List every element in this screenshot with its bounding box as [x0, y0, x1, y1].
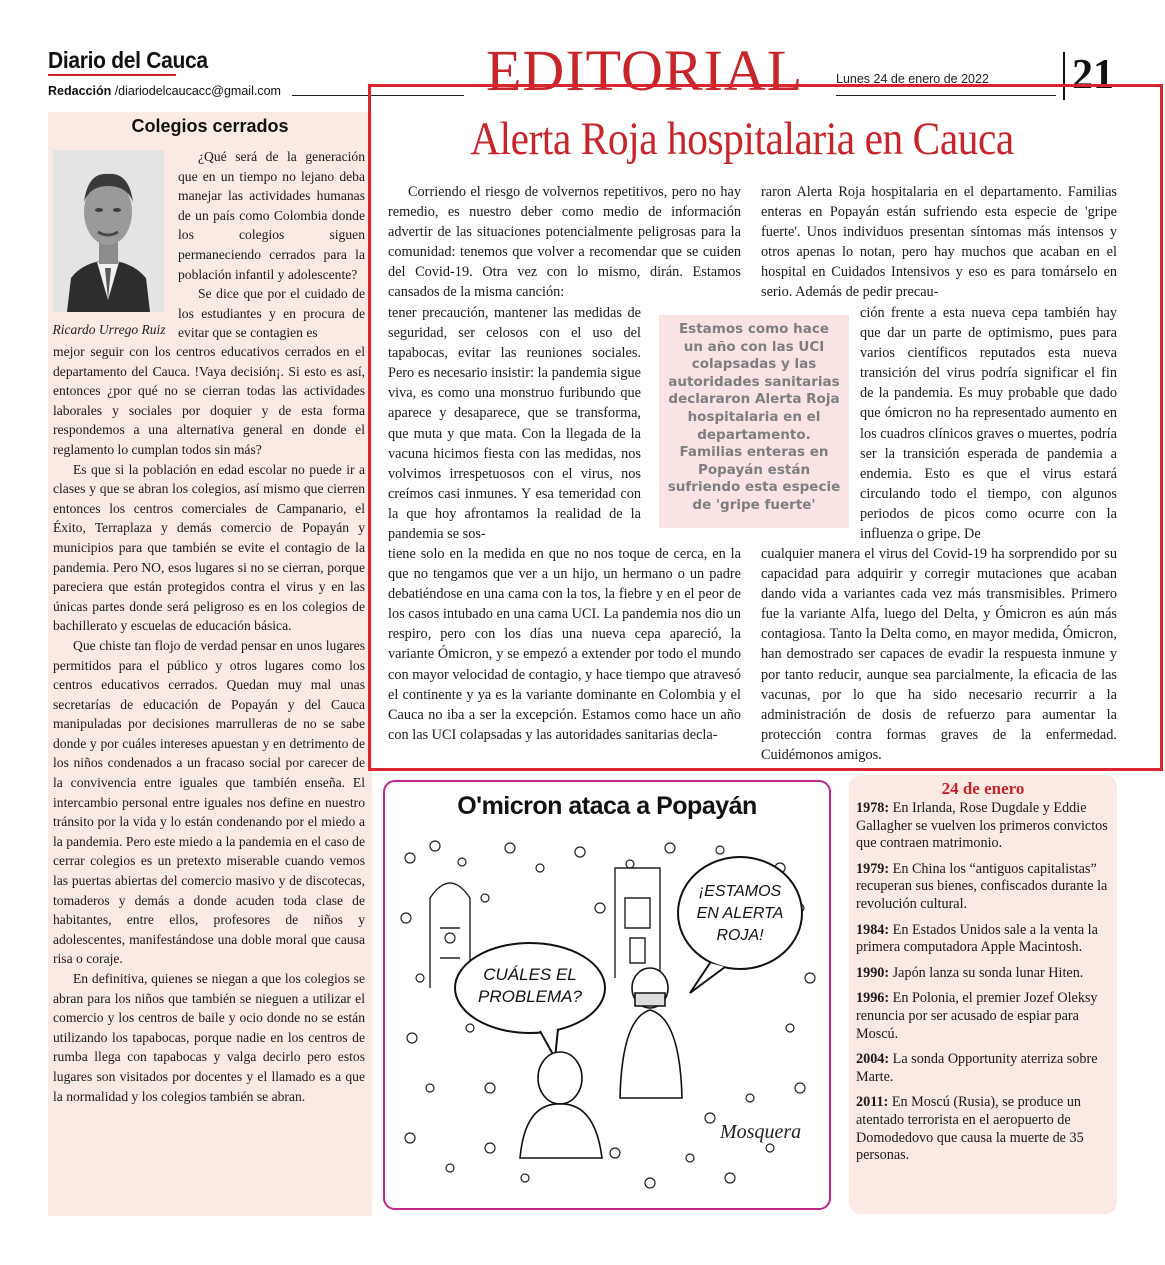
efemeride-item: [856, 990, 1111, 1043]
bubble-right-line1: ¡ESTAMOS: [698, 883, 782, 900]
editorial-text-col1-middle: tener precaución, mantener las medidas de seguridad, ser celosos con el uso del tapabocas, evitar las reuniones sociales. Pero es necesario insistir: la pandemia sigue viva, es como una monstruo furibundo que aparece y desaparece, que se transforma, que muta y que mata. Con la llegada de la vacuna hicimos fiesta con las medidas, nos volvimos irrespetuosos con el virus, nos creímos casi inmunes. Y esa temeridad con la que hoy afrontamos la realidad de la pandemia se sos-: [388, 305, 641, 543]
cartoon-illustration: [390, 828, 824, 1204]
editorial-pullquote: Estamos como hace un año con las UCI colapsadas y las autoridades sanitarias declararon Alerta Roja hospitalaria en el departamento. Familias enteras en Popayán están sufriendo esta especie de 'gripe fuerte': [659, 315, 849, 528]
efemeride-year: 2011:: [856, 1094, 889, 1111]
cartoon-title: O'micron ataca a Popayán: [457, 792, 757, 820]
efemeride-text: La sonda Opportunity aterriza sobre Marte.: [856, 1051, 1098, 1085]
editorial-text-col2-bottom: cualquier manera el virus del Covid-19 ha sorprendido por su capacidad para adquirir y corregir mutaciones que acaban dando vida a variantes cada vez más transmisibles. Primero fue la variante Alfa, luego del Delta, y Ómicron es aún más contagiosa. Tanto la Delta como, en mayor medida, Ómicron, han demostrado ser capaces de evadir la respuesta inmune y por tanto reducir, aunque sea parcialmente, la eficacia de las vacunas, por lo que ha sido necesario recurrir a la administración de dosis de refuerzo para aumentar la protección contra formas graves de la enfermedad. Cuidémonos amigos.: [761, 546, 1117, 763]
efemeride-item: [856, 800, 1111, 853]
efemeride-item: [856, 922, 1111, 957]
efemeride-year: 1978:: [856, 800, 890, 816]
efemerides-title: 24 de enero: [941, 779, 1025, 798]
author-photo: [53, 150, 164, 312]
efemeride-text: En Estados Unidos sale a la venta la primera computadora Apple Macintosh.: [856, 921, 1098, 956]
efemeride-item: [856, 1051, 1111, 1086]
newspaper-name: Diario del Cauca: [48, 48, 208, 74]
bubble-right-line3: ROJA!: [716, 927, 764, 944]
efemeride-year: 1984:: [856, 921, 890, 938]
section-title: EDITORIAL: [486, 38, 804, 103]
redaccion-email: /diariodelcaucacc@gmail.com: [114, 84, 281, 98]
bubble-right-line2: EN ALERTA: [696, 905, 784, 922]
editorial-text-col1-top: Corriendo el riesgo de volvernos repetitivos, pero no hay remedio, es nuestro deber como medio de información advertir de las situaciones potencialmente peligrosas para la comunidad: tenemos que volver a recomendar que se cuiden del Covid-19. Otra vez con lo mismo, dirán. Estamos cansados de la misma canción:: [388, 184, 741, 301]
redaccion-label: Redacción: [48, 84, 112, 98]
column-intro: [178, 147, 365, 343]
efemeride-text: En Irlanda, Rose Dugdale y Eddie Gallagher se vuelven los primeros convictos que contraen matrimonio.: [856, 800, 1108, 852]
efemeride-year: 1990:: [856, 964, 890, 981]
efemeride-text: Japón lanza su sonda lunar Hiten.: [892, 964, 1084, 981]
column-paragraph: Es que si la población en edad escolar no puede ir a clases y que se abran los colegios, así mismo que cierren entonces los centros comerciales de Campanario, el Éxito, Terraplaza y demás comercio de Popayán y municipios para que también se evite el contagio de la pandemia. Pero NO, esos lugares si no se cierran, porque pareciera que están protegidos contra el virus y en las únicas partes donde será peligroso es en los colegios de bachillerato y escuelas de educación básica.: [53, 461, 365, 634]
column-title: Colegios cerrados: [131, 116, 289, 136]
efemeride-item: [856, 1094, 1111, 1164]
editorial-headline: Alerta Roja hospitalaria en Cauca: [470, 113, 1014, 165]
efemeride-year: 1996:: [856, 990, 890, 1007]
author-portrait-image: [53, 150, 164, 312]
efemeride-item: [856, 861, 1111, 914]
column-paragraph: mejor seguir con los centros educativos cerrados en el departamento del Cauca. !Vaya decisión¡. Si esto es así, entonces ¿por qué no se cierran todas las actividades laborales y sociales por doquier y de esta forma respondemos a una alternativa general en donde el reglamento lo cumplan todos sin más?: [53, 344, 365, 457]
efemeride-text: En Moscú (Rusia), se produce un atentado terrorista en el aeropuerto de Domodedovo que causa la muerte de 35 personas.: [856, 1094, 1084, 1164]
bubble-left-line1: CUÁLES EL: [483, 965, 577, 984]
cartoonist-signature: Mosquera: [720, 1121, 802, 1143]
efemerides-list: [856, 800, 1111, 1173]
editorial-text-col2-middle: ción frente a esta nueva cepa también hay que dar un parte de optimismo, pues para varios científicos reputados esta nueva transición del virus podría significar el fin de la pandemia. Es muy probable que dado que ómicron no ha representado aumento en los cuadros clínicos graves o muertes, podría ser la transición esperada de pandemia a endemia. Esto es que el virus estará circulando todo el tiempo, con algunos periodos de picos como ocurre con la influenza o gripe. De: [860, 305, 1117, 543]
column-paragraph-start: Se dice que por el cuidado de los estudiantes y en procura de evitar que se contagien es: [178, 286, 365, 341]
efemeride-year: 1979:: [856, 860, 890, 877]
efemeride-text: En China los “antiguos capitalistas” recuperan sus bienes, confiscados durante la revolución cultural.: [856, 860, 1108, 912]
issue-date: Lunes 24 de enero de 2022: [836, 72, 989, 86]
efemeride-item: [856, 965, 1111, 983]
author-name: Ricardo Urrego Ruiz: [52, 322, 166, 337]
bubble-left-line2: PROBLEMA?: [478, 987, 582, 1006]
editorial-text-col1-bottom: tiene solo en la medida en que no nos toque de cerca, en la que no tengamos que ver a un hijo, un hermano o un padre debatiéndose en una cama con la tos, la fiebre y en el peor de los casos intubado en una cama UCI. La pandemia nos dio un respiro, pero con los días una nueva cepa apareció, la variante Ómicron, y se empezó a extender por todo el mundo con mayor velocidad de contagio, y hace tiempo que atravesó el continente y ya es la variante dominante en Colombia y el Cauca no iba a ser la excepción. Estamos como hace un año con las UCI colapsadas y las autoridades sanitarias decla-: [388, 546, 741, 743]
speech-bubble-right: [678, 857, 802, 993]
page-number: 21: [1072, 52, 1114, 98]
editorial-text-col2-top: raron Alerta Roja hospitalaria en el departamento. Familias enteras en Popayán están sufriendo esta especie de 'gripe fuerte'. Unos individuos presentan síntomas más intensos y otros apenas lo notan, pero hay muchos que acaban en el hospital en Cuidados Intensivos y eso es para tomárselo en serio. Además de pedir precau-: [761, 184, 1117, 301]
column-paragraph: ¿Qué será de la generación que en un tiempo no lejano deba manejar las actividades humanas de un país como Colombia donde los colegios siguen permaneciendo cerrados para la población infantil y adolescente?: [178, 149, 365, 282]
efemeride-text: En Polonia, el premier Jozef Oleksy renuncia por ser acusado de espiar para Moscú.: [856, 990, 1098, 1042]
efemeride-year: 2004:: [856, 1051, 890, 1068]
speech-bubble-left: [455, 943, 605, 1058]
column-paragraph: Que chiste tan flojo de verdad pensar en unos lugares permitidos para el público y otros lugares como los centros educativos cerrados. Quedan muy mal unas secretarías de educación de Popayán y del Cauca manipuladas por decisiones marrulleras de no se sabe donde y por cuáles intereses apuestan y en detrimento de los niños condenados a un fracaso social por carecer de la convivencia entre iguales que también enseña. El intercambio personal entre iguales nos define en nuestro tránsito por la vida y lo están condenando por el miedo a la pandemia. Pero este miedo a la pandemia en el caso de cerrar colegios es un pretexto miserable cuando vemos las puertas abiertas del comercio masivo y de discotecas, tomaderos y demás a donde acuden toda clase de habitantes, entre ellos, profesores de niños y adolescentes, manifestándose una doble moral que causa risa o coraje.: [53, 637, 365, 967]
column-body: [53, 342, 365, 1106]
masthead-underline: [48, 74, 176, 76]
column-paragraph: En definitiva, quienes se niegan a que los colegios se abran para los niños que también se nieguen a utilizar el comercio y los centros de baile y ocio donde no se están utilizando los tapabocas, porque nadie en los centros de rumba llega con tapabocas y valga decirlo pero estos lugares son visitados por docentes y el llamado es a que la normalidad y los colegios también se abran.: [53, 971, 365, 1104]
redaccion-line: [48, 84, 281, 98]
